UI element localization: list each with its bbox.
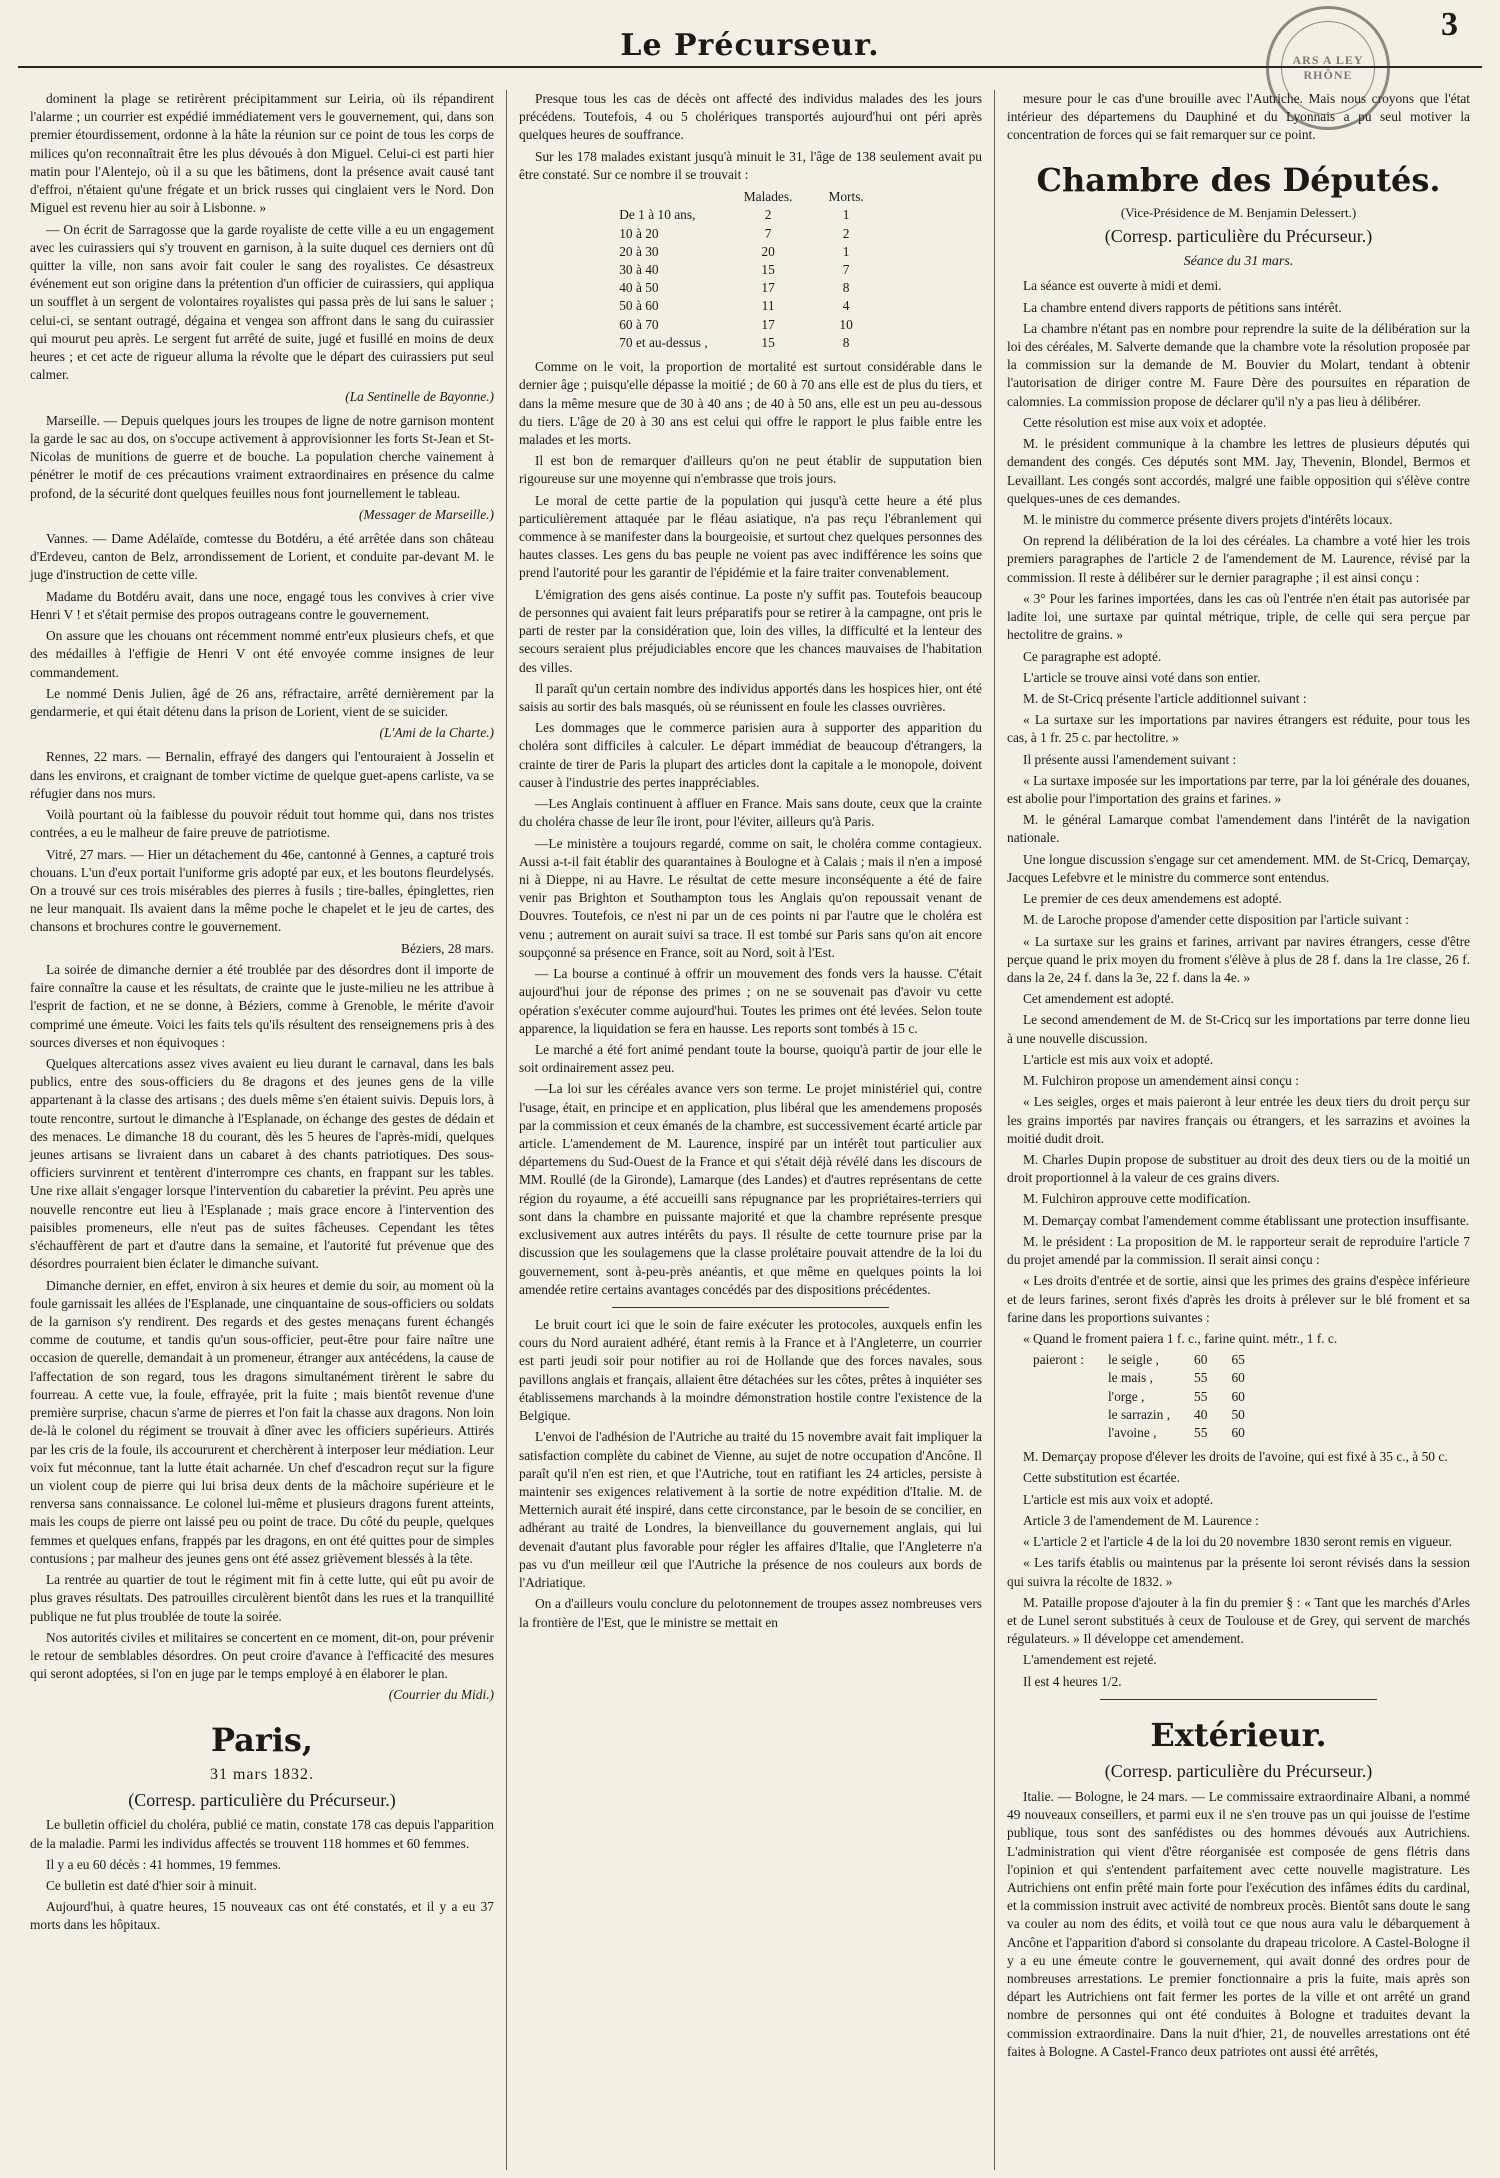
table-cell: le seigle ,	[1107, 1352, 1159, 1368]
paragraph: Il paraît qu'un certain nombre des individus apportés dans les hospices hier, ont été saisis au sortir des bals masqués, où se réunissent en foule les classes ouvrières.	[519, 680, 982, 714]
paragraph: Voilà pourtant où la faiblesse du pouvoir réduit tout homme qui, dans nos tristes contrées, a eu le malheur de faire preuve de patriotisme.	[30, 807, 494, 841]
table-row	[1021, 1388, 1257, 1406]
table-cell: paieront :	[1033, 1352, 1084, 1368]
paragraph: Il est 4 heures 1/2.	[1023, 1673, 1122, 1689]
table-cell: 50 à 60	[619, 298, 659, 314]
paragraph: L'envoi de l'adhésion de l'Autriche au traité du 15 novembre avait fait impliquer la satisfaction complète du cabinet de Vienne, au sujet de notre occupation d'Ancône. Il paraît qu'il n'en est rien, et que l'Autriche, tout en ratifiant les 24 articles, persiste à maintenir ses exigences relativement à la sortie de notre expédition d'Italie. M. de Metternich aurait été inspiré, dans cette circonstance, par le besoin de se concilier, en adhérant au traité de Londres, la bienveillance du gouvernement anglais, qui lui devenait d'autant plus favorable pour régler les affaires d'Italie, que l'Angleterre n'a pas vu d'un meilleur œil que l'Autriche la présence de nos couleurs aux bords de l'Adriatique.	[519, 1429, 982, 1591]
paragraph: La soirée de dimanche dernier a été troublée par des désordres dont il importe de faire connaître la cause et les résultats, de crainte que le juste-milieu ne les attribue à l'esprit de faction, et ne se donne, à Béziers, comme à Grenoble, le mérite d'avoir comprimé une émeute. Voici les faits tels qu'ils résultent des renseignemens pris à des sources diverses et non équivoques :	[30, 961, 494, 1050]
paragraph: Le marché a été fort animé pendant toute la bourse, quoiqu'à partir de jour elle le soit ordinairement assez peu.	[519, 1041, 982, 1076]
paragraph: Rennes, 22 mars. — Bernalin, effrayé des dangers qui l'entouraient à Josselin et dans les environs, et craignant de tomber victime de quelque guet-apens carliste, va se réfugier dans nos murs.	[30, 749, 494, 801]
paragraph: Cette substitution est écartée.	[1023, 1470, 1180, 1486]
paragraph: Sur les 178 malades existant jusqu'à minuit le 31, l'âge de 138 seulement avait pu être constaté. Sur ce nombre il se trouvait :	[519, 148, 982, 182]
paragraph: L'article est mis aux voix et adopté.	[1023, 1491, 1214, 1507]
paragraph: Le moral de cette partie de la population qui jusqu'à cette heure a été plus particulièrement attaquée par le fléau asiatique, n'a pas reçu l'ébranlement qui commence à se manifester dans la bourgeoisie, et surtout chez quelques personnes des hautes classes. Les gens du bas peuple ne voient pas avec indifférence les soins que prend l'autorité pour les garantir de l'épidémie et la faire traiter convenablement.	[519, 492, 982, 581]
paragraph: L'amendement est rejeté.	[1023, 1652, 1157, 1668]
table-row	[1021, 1424, 1257, 1442]
source-citation: (La Sentinelle de Bayonne.)	[345, 388, 494, 404]
table-cell: 60 à 70	[619, 316, 659, 332]
table-row	[1021, 1406, 1257, 1424]
paragraph: M. le ministre du commerce présente divers projets d'intérêts locaux.	[1023, 511, 1393, 527]
table-cell: 40 à 50	[619, 280, 659, 296]
paragraph: Le second amendement de M. de St-Cricq sur les importations par terre donne lieu à une nouvelle discussion.	[1007, 1012, 1470, 1046]
paragraph: M. Charles Dupin propose de substituer au droit des deux tiers ou de la moitié un droit proportionnel à la valeur de ces grains divers.	[1007, 1151, 1470, 1186]
table-header-row	[619, 188, 882, 206]
table-cell	[1021, 1424, 1096, 1442]
paragraph: Presque tous les cas de décès ont affecté des individus malades des les jours précédens. Toutefois, 4 ou 5 cholériques transportés aujourd'hui ont péri après quelques heures de souffrance.	[519, 91, 982, 143]
table-cell: 55	[1194, 1425, 1208, 1441]
section-title-chambre: Chambre des Députés.	[1036, 160, 1441, 199]
stamp-bottom-text: RHÔNE	[1303, 68, 1353, 82]
table-cell: 70 et au-dessus ,	[619, 334, 708, 350]
paragraph: La rentrée au quartier de tout le régiment mit fin à cette lutte, qui eût pu avoir de plus graves résultats. Des patrouilles circulèrent bientôt dans les rues et la tranquillité publique ne fut plus troublée de toute la soirée.	[30, 1572, 494, 1624]
table-cell: le mais ,	[1107, 1370, 1153, 1386]
section-date: 31 mars 1832.	[209, 1766, 315, 1784]
table-header: Malades.	[743, 189, 793, 205]
postal-stamp-inner	[1281, 21, 1375, 115]
table-cell: 60	[1231, 1388, 1245, 1404]
table-row	[619, 279, 882, 297]
section-divider	[612, 1307, 890, 1308]
table-cell: 30 à 40	[619, 261, 659, 277]
paragraph: Le premier de ces deux amendemens est adopté.	[1023, 891, 1282, 907]
table-cell: 60	[1231, 1370, 1245, 1386]
table-cell: 7	[842, 261, 850, 277]
paragraph: La chambre entend divers rapports de pétitions sans intérêt.	[1023, 299, 1342, 315]
table-row	[619, 297, 882, 315]
seance-date: Séance du 31 mars.	[1183, 254, 1294, 270]
paragraph: « Les droits d'entrée et de sortie, ainsi que les primes des grains d'espèce inférieure et de leurs farines, seront fixés d'après les droits à prélever sur le blé froment et sa farine dans les proportions suivantes :	[1007, 1273, 1470, 1325]
paragraph: Le nommé Denis Julien, âgé de 26 ans, réfractaire, arrêté dernièrement par la gendarmerie, et qui était détenu dans la prison de Lorient, vient de se suicider.	[30, 685, 494, 719]
table-cell: 11	[761, 298, 775, 314]
correspondence-line: (Corresp. particulière du Précurseur.)	[1104, 1761, 1373, 1782]
stamp-top-text: ARS A LEY	[1292, 53, 1364, 67]
paragraph: « L'article 2 et l'article 4 de la loi du 20 novembre 1830 seront remis en vigueur.	[1023, 1534, 1453, 1550]
paragraph: Dimanche dernier, en effet, environ à six heures et demie du soir, au moment où la foule garnissait les allées de l'Esplanade, une cinquantaine de sous-officiers ou soldats de la garnison s'y rendirent. Des regards et des gestes menaçans furent échangés comme de coutume, et tandis qu'un sous-officier, peut-être pour faire naître une occasion de querelle, demandait à un promeneur, étranger aux antécédens, la cause de l'affectation de son regard, tous les dragons simultanément tirèrent le sabre du fourreau. A cette vue, la foule, effrayée, prit la fuite ; mais bientôt revenue d'une première surprise, chacun s'arme de pierres et l'on fait la chasse aux dragons. Non loin de-là le colonel du régiment se trouvait à dîner avec les officiers supérieurs. Attirés par les cris de la foule, ils accoururent et cherchèrent à interposer leur médiation. Leur voix fut méconnue, tant la lutte était acharnée. Un chef d'escadron reçut sur la figure un violent coup de pierre qui lui brisa deux dents de la mâchoire supérieure et le renversa sans connaissance. Le colonel lui-même et plusieurs dragons furent atteints, mais les coups de pierre ont laissé peu ou point de trace. Du côté du peuple, quelques femmes et quelques enfans, frappés par les dragons, en ont été quittes pour de simples contusions ; par malheur des jeunes gens ont été assez grièvement blessés à la tête.	[30, 1277, 494, 1566]
table-cell: 2	[764, 207, 772, 223]
paragraph: M. Fulchiron propose un amendement ainsi conçu :	[1023, 1073, 1299, 1089]
table-cell: 17	[761, 280, 775, 296]
paragraph: Italie. — Bologne, le 24 mars. — Le commissaire extraordinaire Albani, a nommé 49 nouveaux conseillers, et parmi eux il ne s'en trouve pas un qui jouisse de l'estime publique, tous sont des sanfédistes ou des hommes dévoués aux Autrichiens. L'administration qui vient d'être réorganisée est composée de gens flétris dans l'opinion et qui s'entendent parfaitement avec cette nouvelle magistrature. Les Autrichiens ont enfin prêté main forte pour l'exécution des infâmes édits du cardinal, et la commission instruit avec activité de nombreux procès. Bientôt sans doute le sang va couler au nom des édits, et voilà tout ce que nous aura valu le débarquement à Ancône et l'apparition d'abord si consolante du drapeau tricolore. A Castel-Bologne il y a eu une émeute contre le gouvernement, qui avait donné des ordres pour de nombreuses arrestations. Le premier fonctionnaire a pris la fuite, mais après son départ les Autrichiens ont fait fermer les portes de la ville et ont arrêté un grand nombre de personnes qui ont été conduites à Bologne et traduites devant la commission extraordinaire. Dans la nuit d'hier, 21, de nouvelles arrestations ont été faites à Bologne. A Castel-Franco deux patriotes ont aussi été arrêtés,	[1007, 1788, 1470, 2059]
paragraph: Nos autorités civiles et militaires se concertent en ce moment, dit-on, pour prévenir le retour de semblables désordres. On peut croire d'avance à l'efficacité des mesures qui seront adoptées, si l'on en juge par le temps employé à en élaborer le plan.	[30, 1629, 494, 1682]
table-row	[619, 316, 882, 334]
table-cell: 1	[842, 243, 850, 259]
section-title-exterieur: Extérieur.	[1150, 1715, 1327, 1754]
table-cell: 8	[842, 280, 850, 296]
table-cell	[1021, 1388, 1096, 1406]
paragraph: M. le président : La proposition de M. le rapporteur serait de reproduire l'article 7 du projet amendé par la commission. Il serait ainsi conçu :	[1007, 1233, 1470, 1268]
table-cell: 10 à 20	[619, 225, 659, 241]
paragraph: Quelques altercations assez vives avaient eu lieu durant le carnaval, dans les bals publics, entre des sous-officiers du 8e dragons et des jeunes gens de la ville appartenant à la classe des artisans ; des duels même s'en étaient suivis. Depuis lors, à toute rencontre, surtout le dimanche à l'Esplanade, on échange des gestes de dédain et des menaces. Le dimanche 18 du courant, dès les 5 heures de l'après-midi, quelques jeunes artisans se livraient dans un cabaret à des chants patriotiques. Des sous-officiers survinrent et tentèrent d'interrompre ces chants, en frappant sur les tables. Une rixe allait s'engager lorsque l'intervention du cabaretier la prévint. Peu après une nouvelle rencontre eut lieu à l'Esplanade ; mais grace encore à l'intervention des paisibles promeneurs, elle n'eut pas de suites fâcheuses. Cependant les têtes s'échauffèrent de part et d'autre dans la semaine, et l'autorité fut prévenue que des désordres pourraient bien éclater le dimanche suivant.	[30, 1055, 494, 1272]
table-row	[619, 261, 882, 279]
table-row	[1021, 1369, 1257, 1387]
table-cell: le sarrazin ,	[1107, 1406, 1171, 1422]
paragraph: mesure pour le cas d'une brouille avec l'Autriche. Mais nous croyons que l'état intérieur des départemens du Dauphiné et du Lyonnais a pu seul motiver la concentration de forces qui se fait remarquer sur ce point.	[1007, 91, 1470, 143]
paragraph: Comme on le voit, la proportion de mortalité est surtout considérable dans le dernier âge ; puisqu'elle dépasse la moitié ; de 60 à 70 ans elle est de plus du tiers, et dans la même mesure que de 30 à 40 ans ; de 40 à 50 ans, elle est un peu au-dessous du tiers. L'âge de 20 à 30 ans est celui qui offre le rapport le plus faible entre les malades et les morts.	[519, 359, 982, 447]
paragraph: Cet amendement est adopté.	[1023, 991, 1174, 1007]
cholera-age-table	[619, 188, 882, 352]
table-cell: l'avoine ,	[1107, 1425, 1157, 1441]
table-cell: l'orge ,	[1107, 1388, 1145, 1404]
paragraph: Marseille. — Depuis quelques jours les troupes de ligne de notre garnison montent la garde le sac au dos, on s'occupe activement à approvisionner les forts St-Jean et St-Nicolas de munitions de guerre et de bouche. La population cherche vainement à pénétrer le motif de ces précautions vraiment extraordinaires en présence du calme profond, de la sécurité dont quelques feuilles nous font journellement le tableau.	[30, 412, 494, 501]
grain-rates-table	[1021, 1351, 1257, 1442]
paragraph: — On écrit de Sarragosse que la garde royaliste de cette ville a eu un engagement avec les cuirassiers qui s'y trouvent en garnison, à la suite duquel ces derniers ont dû quitter la ville, non sans avoir fait couler le sang des royalistes. Ce désastreux événement eut son origine dans la prétention d'un officier de cuirassiers, qui appliqua un soufflet à un sergent de volontaires royalistes qui passa près de lui sans le saluer ; celui-ci, se sentant outragé, dégaina et vengea son affront dans le sang du cuirassier qui mourut peu après. Le sergent fut arrêté de suite, jugé et fusillé en moins de deux heures ; et cet acte de rigueur alluma la révolte que le départ des cuirassiers put seul calmer.	[30, 221, 494, 383]
paragraph: M. de St-Cricq présente l'article additionnel suivant :	[1023, 690, 1307, 706]
table-cell: 55	[1194, 1370, 1208, 1386]
source-citation: (Messager de Marseille.)	[359, 506, 494, 522]
correspondence-line: (Corresp. particulière du Précurseur.)	[1104, 225, 1373, 246]
source-citation: (Courrier du Midi.)	[388, 1687, 494, 1703]
table-cell: 20 à 30	[619, 243, 659, 259]
table-header: Morts.	[828, 189, 864, 205]
paragraph: On reprend la délibération de la loi des céréales. La chambre a voté hier les trois premiers paragraphes de l'article 2 de l'amendement de M. Laurence, révisé par la commission. Il reste à délibérer sur le dernier paragraphe ; il est ainsi conçu :	[1007, 533, 1470, 585]
paragraph: On assure que les chouans ont récemment nommé entr'eux plusieurs chefs, et que des médailles à l'effigie de Henri V ont été envoyée comme insignes de leur commandement.	[30, 628, 494, 680]
newspaper-title: Le Précurseur.	[620, 28, 880, 63]
columns	[18, 90, 1482, 2170]
column-1	[18, 90, 506, 2170]
paragraph: Ce paragraphe est adopté.	[1023, 648, 1162, 664]
paragraph: —La loi sur les céréales avance vers son terme. Le projet ministériel qui, contre l'usage, était, en principe et en application, plus libéral que les amendemens proposés par la commission et ceux émanés de la chambre, est successivement écarté article par article. L'amendement de M. Laurence, inspiré par un intérêt tout particulier aux départemens du Sud-Ouest de la France et qui s'était déjà révélé dans les discours de MM. Roullé (de la Gironde), Lamarque (des Landes) et d'autres représentans de cette région du royaume, a été accueilli sans répugnance par les propriétaires-terriers qui sont dans la chambre en puissante majorité et que la chambre représente presque exclusivement aux autres intérêts du pays. Il résulte de cette tournure prise par la discussion que les soulagemens que la classe prolétaire pouvait attendre de la loi du gouvernement, sont à-peu-près anéantis, et que même en quelques points la loi amendée retire certains avantages concédés par des dispositions précédentes.	[519, 1081, 982, 1297]
paragraph: M. le général Lamarque combat l'amendement dans l'intérêt de la navigation nationale.	[1007, 812, 1470, 846]
paragraph: Article 3 de l'amendement de M. Laurence :	[1023, 1512, 1259, 1528]
paragraph: On a d'ailleurs voulu conclure du pelotonnement de troupes assez nombreuses vers la frontière de l'Est, que le ministre se mettait en	[519, 1596, 982, 1630]
table-cell: De 1 à 10 ans,	[619, 207, 696, 223]
section-title-paris: Paris,	[210, 1720, 314, 1759]
paragraph: « Les seigles, orges et mais paieront à leur entrée les deux tiers du droit perçu sur les grains importés par navires français ou étrangers, et les sarrazins et avoines la moitié dudit droit.	[1007, 1094, 1470, 1146]
paragraph: La chambre n'étant pas en nombre pour reprendre la suite de la délibération sur la loi des céréales, M. Salverte demande que la chambre vote la résolution proposée par la commission sur la demande de M. Bouvier du Molart, tendant à obtenir l'autorisation de diriger contre M. Faure Dère des poursuites en réparation de calomnies. La commission propose de déclarer qu'il n'y a pas lieu à délibérer.	[1007, 320, 1470, 409]
table-cell: 7	[764, 225, 772, 241]
paragraph: — La bourse a continué à offrir un mouvement des fonds vers la hausse. C'était aujourd'hui jour de réponse des primes ; on ne se souvenait pas d'avoir vu cette opération s'exécuter comme aujourd'hui. Toutes les primes ont été levées. Selon toute apparence, la liquidation se fera en hausse. Les reports sont tombés à 15 c.	[519, 966, 982, 1036]
table-row	[619, 225, 882, 243]
paragraph: M. Fulchiron approuve cette modification.	[1023, 1191, 1251, 1207]
table-row	[619, 334, 882, 352]
table-cell: 65	[1231, 1352, 1245, 1368]
paragraph: dominent la plage se retirèrent précipitamment sur Leiria, où ils répandirent l'alarme ; un courrier est expédié immédiatement vers le gouvernement, qui, dans son premier étourdissement, ordonne à la hâte la réunion sur ce point de tous les corps de milices qu'on reconnaîtrait être les plus dévoués à don Miguel. Celui-ci est parti hier matin pour l'Alentejo, où il a su que les bâtimens, dont la présence avait causé tant d'effroi, n'étaient qu'une frégate et un brick russes qui cinglaient vers le Nord. Don Miguel est revenu hier au soir à Lisbonne. »	[30, 91, 494, 216]
table-cell: 10	[839, 316, 853, 332]
paragraph: M. le président communique à la chambre les lettres de plusieurs députés qui demandent des congés. Ces députés sont MM. Jay, Thevenin, Blondel, Bermos et Levaillant. Les congés sont accordés, malgré une faible opposition qui s'élève contre quelques-unes de ces demandes.	[1007, 436, 1470, 506]
table-row	[619, 206, 882, 224]
paragraph: Madame du Botdéru avait, dans une noce, engagé tous les convives à crier vive Henri V ! et s'était permise des propos outrageans contre le gouvernement.	[30, 588, 494, 622]
table-cell	[1021, 1406, 1096, 1424]
paragraph: « La surtaxe sur les importations par navires étrangers est réduite, pour tous les cas, à 1 fr. 25 c. par hectolitre. »	[1007, 712, 1470, 746]
paragraph: « Les tarifs établis ou maintenus par la présente loi seront révisés dans la session qui suivra la récolte de 1832. »	[1007, 1555, 1470, 1589]
paragraph: « La surtaxe imposée sur les importations par terre, par la loi générale des douanes, est abolie pour l'importation des grains et farines. »	[1007, 772, 1470, 807]
table-cell: 2	[842, 225, 850, 241]
paragraph: Il y a eu 60 décès : 41 hommes, 19 femmes.	[46, 1856, 282, 1872]
correspondence-line: (Corresp. particulière du Précurseur.)	[128, 1789, 396, 1810]
paragraph: M. Demarçay propose d'élever les droits de l'avoine, qui est fixé à 35 c., à 50 c.	[1023, 1449, 1448, 1465]
paragraph: Les dommages que le commerce parisien aura à supporter des apparition du choléra sont difficiles à calculer. Le départ immédiat de beaucoup d'étrangers, la crainte de tirer de Paris la plupart des articles dont la capitale a le monopole, doivent causer à l'industrie des pertes inappréciables.	[519, 720, 982, 790]
paragraph: Ce bulletin est daté d'hier soir à minuit.	[46, 1877, 257, 1893]
paragraph: Le bulletin officiel du choléra, publié ce matin, constate 178 cas depuis l'apparition de la maladie. Parmi les individus affectés se trouvent 118 hommes et 60 femmes.	[30, 1817, 494, 1851]
table-cell: 17	[761, 316, 775, 332]
table-cell: 50	[1231, 1406, 1245, 1422]
table-cell: 40	[1194, 1406, 1208, 1422]
table-row	[619, 243, 882, 261]
table-cell	[1021, 1369, 1096, 1387]
table-header	[619, 188, 726, 206]
table-cell: 4	[842, 298, 850, 314]
paragraph: Aujourd'hui, à quatre heures, 15 nouveaux cas ont été constatés, et il y a eu 37 morts dans les hôpitaux.	[30, 1899, 494, 1933]
rates-heading: « Quand le froment paiera 1 f. c., farine quint. métr., 1 f. c.	[1023, 1330, 1338, 1346]
table-row	[1021, 1351, 1257, 1369]
column-3	[994, 90, 1482, 2170]
table-cell: 15	[761, 261, 775, 277]
paragraph: Il présente aussi l'amendement suivant :	[1023, 751, 1237, 767]
table-cell: 60	[1231, 1425, 1245, 1441]
table-cell: 8	[842, 334, 850, 350]
paragraph: « 3° Pour les farines importées, dans les cas où l'entrée n'en était pas autorisée par ladite loi, une surtaxe par quintal métrique, triple, de celle qui sera perçue par hectolitre de grains. »	[1007, 590, 1470, 643]
paragraph: —Le ministère a toujours regardé, comme on sait, le choléra comme contagieux. Aussi a-t-il fait établir des quarantaines à Boulogne et à Calais ; mais il n'en a imposé ni à Dieppe, ni au Havre. Le résultat de cette mesure inconséquente a été de faire venir pas Brighton et Southampton tous les Anglais qu'on repoussait venant de Douvres. Toutefois, ce n'est ni par un de ces points ni par l'autre que le choléra est venu ; autrement on aurait suivi sa trace. Il est tombé sur Paris sans qu'on ait encore soupçonné sa présence en France, soit au Nord, soit à l'Est.	[519, 835, 982, 960]
paragraph: Cette résolution est mise aux voix et adoptée.	[1023, 414, 1267, 430]
paragraph: L'article se trouve ainsi voté dans son entier.	[1023, 669, 1261, 685]
table-cell: 60	[1194, 1352, 1208, 1368]
vice-presidence-line: (Vice-Présidence de M. Benjamin Delessert.)	[1120, 205, 1357, 221]
source-citation: (L'Ami de la Charte.)	[379, 725, 494, 741]
paragraph: La séance est ouverte à midi et demi.	[1023, 278, 1222, 294]
table-cell: 1	[842, 207, 850, 223]
section-divider	[1100, 1699, 1378, 1700]
dateline: Béziers, 28 mars.	[401, 940, 494, 956]
paragraph: Une longue discussion s'engage sur cet amendement. MM. de St-Cricq, Demarçay, Jacques Lefebvre et le ministre du commerce sont entendus.	[1007, 851, 1470, 885]
paragraph: Vannes. — Dame Adélaïde, comtesse du Botdéru, a été arrêtée dans son château d'Erdeveu, canton de Belz, arrondissement de Lorient, et conduite par-devant M. le juge d'instruction de cette ville.	[30, 531, 494, 583]
table-cell: 15	[761, 334, 775, 350]
table-cell: 55	[1194, 1388, 1208, 1404]
paragraph: « La surtaxe sur les grains et farines, arrivant par navires étrangers, cesse d'être perçue quand le prix moyen du froment s'élève à plus de 28 f. dans la 1re classe, 26 f. dans la 2e, 24 f. dans la 3e, 22 f. dans la 4e. »	[1007, 933, 1470, 985]
paragraph: —Les Anglais continuent à affluer en France. Mais sans doute, ceux que la crainte du choléra chasse de leur île iront, pour l'éviter, ailleurs qu'à Paris.	[519, 796, 982, 830]
paragraph: Le bruit court ici que le soin de faire exécuter les protocoles, auxquels enfin les cours du Nord auraient adhéré, étant remis à la France et à l'Angleterre, un courrier est parti jeudi soir pour notifier au roi de Hollande que des forces navales, sous pavillons anglais et français, allaient être détachées sur les côtes, prêtes à inquiéter ses établissemens marchands à la moindre démonstration hostile contre l'existence de la Belgique.	[519, 1317, 982, 1424]
paragraph: M. Demarçay combat l'amendement comme établissant une protection insuffisante.	[1023, 1212, 1470, 1228]
column-2	[506, 90, 994, 2170]
paragraph: M. Pataille propose d'ajouter à la fin du premier § : « Tant que les marchés d'Arles et de Lunel seront substitués à ceux de Toulouse et de Grey, qui servent de marchés régulateurs. » Il développe cet amendement.	[1007, 1594, 1470, 1647]
paragraph: L'article est mis aux voix et adopté.	[1023, 1051, 1214, 1067]
paragraph: Il est bon de remarquer d'ailleurs qu'on ne peut établir de supputation bien rigoureuse sur une moyenne qui n'embrasse que trois jours.	[519, 453, 982, 487]
postal-stamp	[1266, 6, 1390, 130]
table-cell: 20	[761, 243, 775, 259]
masthead	[18, 0, 1482, 82]
paragraph: L'émigration des gens aisés continue. La poste n'y suffit pas. Toutefois beaucoup de personnes qui avaient fait leurs préparatifs pour se retirer à la campagne, ont pris le parti de rester par la considération que, loin des villes, la difficulté et la lenteur des secours seraient plus préjudiciables encore que les chances mauvaises de l'habitation des villes.	[519, 586, 982, 675]
page-number: 3	[1441, 6, 1458, 43]
paragraph: Vitré, 27 mars. — Hier un détachement du 46e, cantonné à Gennes, a capturé trois chouans. L'un d'eux portait l'uniforme gris adopté par eux, et les boutons fleurdelysés. On a trouvé sur ces trois misérables des pierres à fusils ; tire-balles, épinglettes, rien ne leur manquait. Ils avaient dans la même poche le chapelet et le jeu de cartes, des chansons et brochures contre le gouvernement.	[30, 846, 494, 935]
paragraph: M. de Laroche propose d'amender cette disposition par l'article suivant :	[1023, 912, 1409, 928]
